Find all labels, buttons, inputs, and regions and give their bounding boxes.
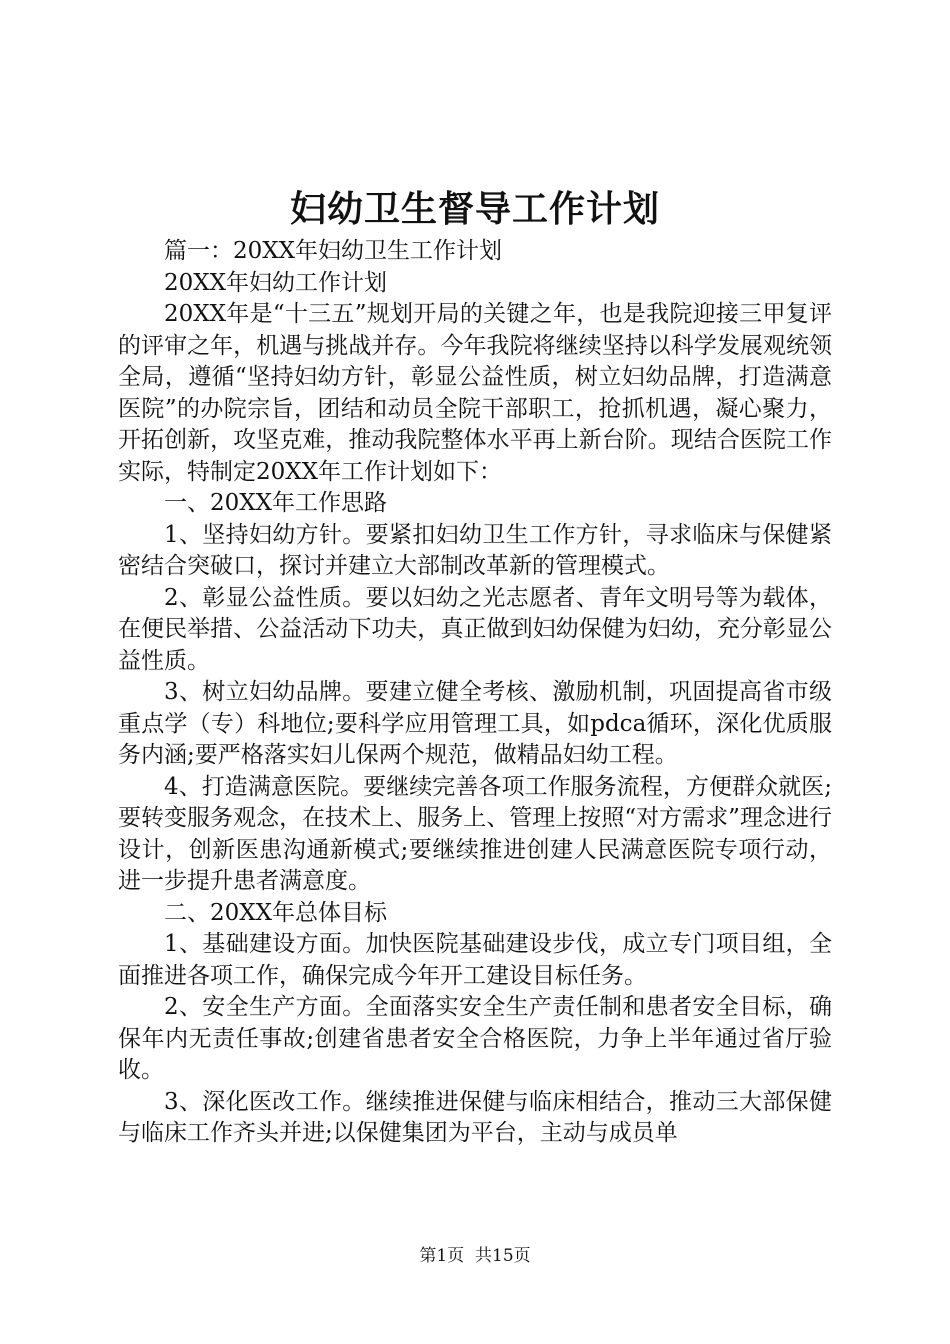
page-number: 第1页 [419,1246,465,1266]
paragraph-item: 4、打造满意医院。要继续完善各项工作服务流程，方便群众就医;要转变服务观念，在技术上、服务上、管理上按照“对方需求”理念进行设计，创新医患沟通新模式;要继续推进创建人民满意医院专项行动，进一步提升患者满意度。 [118,773,832,894]
section-heading-work-ideas: 一、20XX年工作思路 [164,490,388,516]
document-title: 妇幼卫生督导工作计划 [289,189,660,230]
page-total: 共15页 [475,1246,531,1266]
paragraph-item: 3、树立妇幼品牌。要建立健全考核、激励机制，巩固提高省市级重点学（专）科地位;要科学应用管理工具，如pdca循环，深化优质服务内涵;要严格落实妇儿保两个规范，做精品妇幼工程。 [118,679,832,768]
paragraph-item: 1、基础建设方面。加快医院基础建设步伐，成立专门项目组，全面推进各项工作，确保完成今年开工建设目标任务。 [118,931,832,989]
page-footer [0,1245,950,1267]
paragraph-heading-1: 篇一：20XX年妇幼卫生工作计划 [164,238,503,264]
paragraph-item: 2、彰显公益性质。要以妇幼之光志愿者、青年文明号等为载体，在便民举措、公益活动下功夫，真正做到妇幼保健为妇幼，充分彰显公益性质。 [118,584,832,674]
document-body [118,236,832,1150]
section-heading-overall-goals: 二、20XX年总体目标 [164,899,388,926]
paragraph-item: 1、坚持妇幼方针。要紧扣妇幼卫生工作方针，寻求临床与保健紧密结合突破口，探讨并建立大部制改革新的管理模式。 [118,521,832,579]
paragraph-item: 2、安全生产方面。全面落实安全生产责任制和患者安全目标，确保年内无责任事故;创建省患者安全合格医院，力争上半年通过省厅验收。 [118,994,832,1083]
paragraph-intro: 20XX年是“十三五”规划开局的关键之年，也是我院迎接三甲复评的评审之年，机遇与挑战并存。今年我院将继续坚持以科学发展观统领全局，遵循“坚持妇幼方针，彰显公益性质，树立妇幼品牌，打造满意医院”的办院宗旨，团结和动员全院干部职工，抢抓机遇，凝心聚力，开拓创新，攻坚克难，推动我院整体水平再上新台阶。现结合医院工作实际，特制定20XX年工作计划如下： [118,301,832,485]
paragraph-item: 3、深化医改工作。继续推进保健与临床相结合，推动三大部保健与临床工作齐头并进;以保健集团为平台，主动与成员单 [118,1088,832,1146]
paragraph-subheading: 20XX年妇幼工作计划 [164,269,388,296]
